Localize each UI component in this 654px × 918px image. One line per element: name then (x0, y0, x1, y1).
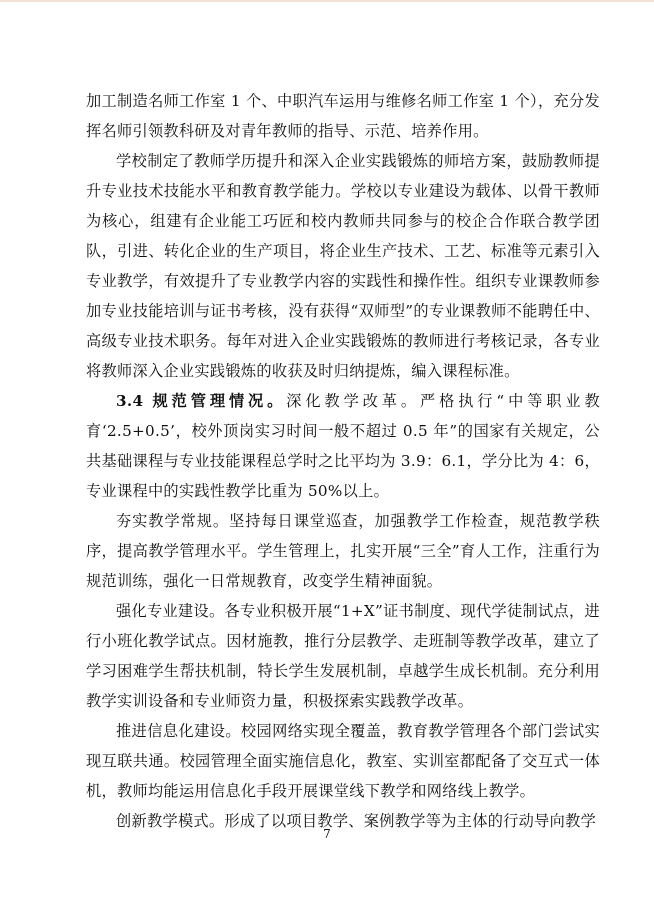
section-heading: 3.4 规范管理情况。 (116, 392, 287, 410)
page-number: 7 (323, 827, 331, 841)
paragraph-teaching-routine: 夯实教学常规。坚持每日课堂巡查，加强教学工作检查，规范教学秩序，提高教学管理水平。学生管理上，扎实开展“三全”育人工作，注重行为规范训练，强化一日常规教育，改变学生精神面貌。 (86, 512, 600, 590)
document-body (86, 86, 600, 836)
paragraph-continued: 加工制造名师工作室 1 个、中职汽车运用与维修名师工作室 1 个），充分发挥名师引领教科研及对青年教师的指导、示范、培养作用。 (86, 92, 600, 140)
paragraph-informatization: 推进信息化建设。校园网络实现全覆盖，教育教学管理各个部门尝试实现互联共通。校园管理全面实施信息化，教室、实训室都配备了交互式一体机，教师均能运用信息化手段开展课堂线下教学和网络线上教学。 (86, 722, 600, 800)
paragraph-teacher-training: 学校制定了教师学历提升和深入企业实践锻炼的师培方案，鼓励教师提升专业技术技能水平和教育教学能力。学校以专业建设为载体、以骨干教师为核心，组建有企业能工巧匠和校内教师共同参与的校企合作联合教学团队，引进、转化企业的生产项目，将企业生产技术、工艺、标准等元素引入专业教学，有效提升了专业教学内容的实践性和操作性。组织专业课教师参加专业技能培训与证书考核，没有获得“双师型”的专业课教师不能聘任中、高级专业技术职务。每年对进入企业实践锻炼的教师进行考核记录，各专业将教师深入企业实践锻炼的收获及时归纳提炼，编入课程标准。 (86, 152, 600, 380)
paragraph-management (86, 386, 600, 506)
paragraph-management-text: 深化教学改革。严格执行“中等职业教育‘2.5+0.5’，校外顶岗实习时间一般不超过 0.5 年”的国家有关规定，公共基础课程与专业技能课程总学时之比平均为 3.9：6.1，学分比为 4：6，专业课程中的实践性教学比重为 50%以上。 (86, 392, 600, 500)
paragraph-teaching-mode: 创新教学模式。形成了以项目教学、案例教学等为主体的行动导向教学 (116, 812, 597, 830)
paragraph-major-construction: 强化专业建设。各专业积极开展“1+X”证书制度、现代学徒制试点，进行小班化教学试点。因材施教，推行分层教学、走班制等教学改革，建立了学习困难学生帮扶机制，特长学生发展机制，卓越学生成长机制。充分利用教学实训设备和专业师资力量，积极探索实践教学改革。 (86, 602, 600, 710)
